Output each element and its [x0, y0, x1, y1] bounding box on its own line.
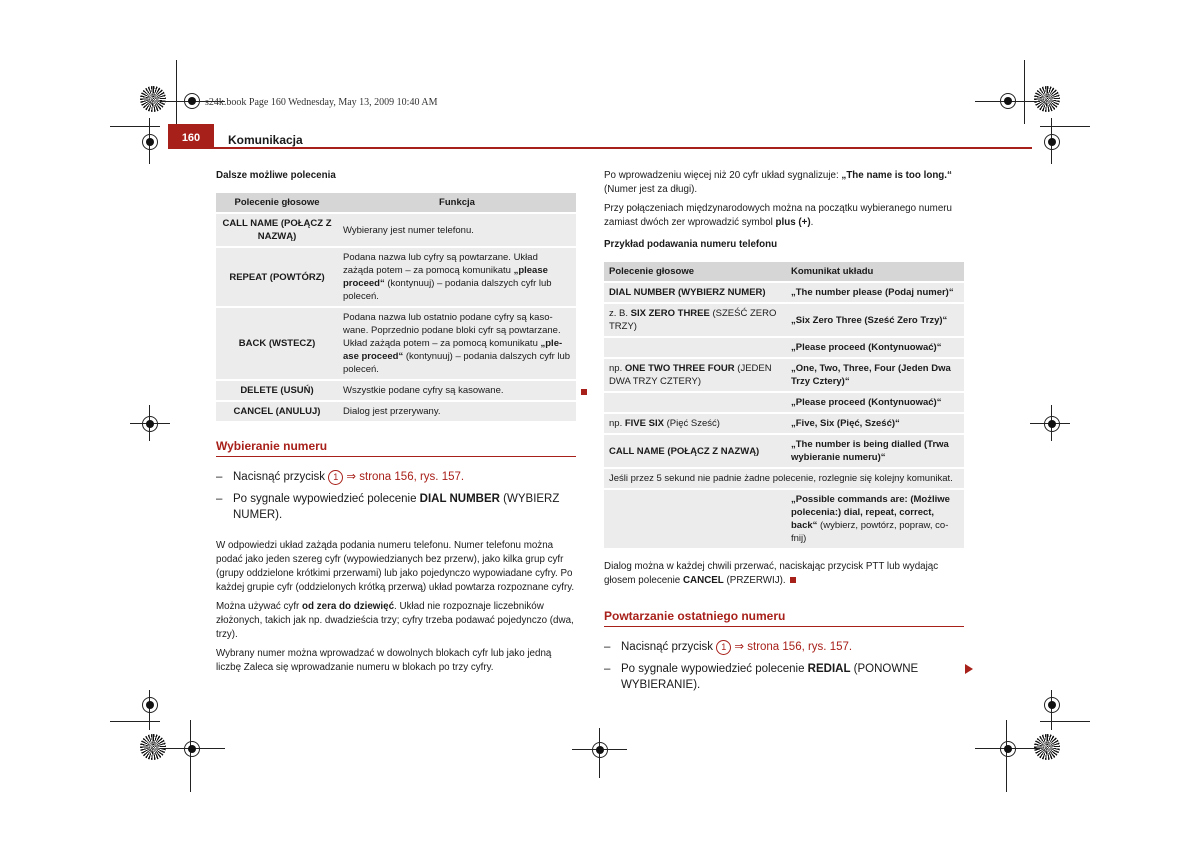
body-paragraph: Można używać cyfr od zera do dziewięć. Układ nie rozpoznaje liczebników złożonych, takich jak np. dwadzieścia trzy; cyfry trzeba podawać pojedynczo (dwa, trzy). [216, 601, 574, 640]
right-column [604, 169, 964, 699]
table-row [216, 308, 576, 379]
command-cell [604, 393, 786, 412]
table-row [216, 214, 576, 246]
table-row [604, 414, 964, 433]
registration-mark-icon [1044, 697, 1060, 713]
section-title-redial: Powtarzanie ostatniego numeru [604, 609, 964, 627]
step-item: – Po sygnale wypowiedzieć polecenie REDIAL (PONOWNE WYBIERANIE). [604, 663, 919, 691]
command-cell [604, 490, 786, 548]
response-cell: „One, Two, Three, Four (Jeden Dwa Trzy Cztery)“ [786, 359, 964, 391]
response-cell: „Possible commands are: (Możliwe polecenia:) dial, repeat, correct, back“ (wybierz, powtórz, popraw, cofnij) [786, 490, 964, 548]
starburst-mark-icon [1034, 734, 1060, 760]
table-row [216, 248, 576, 306]
response-cell: „Six Zero Three (Sześć Zero Trzy)“ [786, 304, 964, 336]
registration-mark-icon [142, 416, 158, 432]
registration-mark-icon [142, 697, 158, 713]
command-cell: CALL NAME (POŁĄCZ Z NAZWĄ) [216, 214, 338, 246]
example-table [604, 260, 964, 550]
commands-table [216, 191, 576, 423]
column-header: Funkcja [338, 193, 576, 212]
command-cell: z. B. SIX ZERO THREE (SZEŚĆ ZERO TRZY) [604, 304, 786, 336]
registration-mark-icon [142, 134, 158, 150]
registration-mark-icon [1044, 416, 1060, 432]
column-header: Komunikat układu [786, 262, 964, 281]
table-header-row [216, 193, 576, 212]
print-slug: s24k.book Page 160 Wednesday, May 13, 2009 10:40 AM [205, 97, 438, 108]
table-row [604, 393, 964, 412]
response-cell: „The number is being dialled (Trwa wybieranie numeru)“ [786, 435, 964, 467]
command-cell: REPEAT (POWTÓRZ) [216, 248, 338, 306]
body-paragraph: Dialog można w każdej chwili przerwać, naciskając przycisk PTT lub wydając głosem polecenie CANCEL (PRZERWIJ). [604, 561, 939, 586]
table-row [604, 338, 964, 357]
function-cell: Wszystkie podane cyfry są kasowane. [338, 381, 576, 400]
column-header: Polecenie głosowe [604, 262, 786, 281]
table-row [604, 435, 964, 467]
starburst-mark-icon [140, 734, 166, 760]
registration-mark-icon [1000, 93, 1016, 109]
page-number: 160 [181, 132, 201, 144]
function-cell: Podana nazwa lub cyfry są powtarzane. Układ zażąda potem – za pomocą komunikatu „please proceed“ (kontynuuj) – podania dalszych cyfr lub poleceń. [338, 248, 576, 306]
starburst-mark-icon [1034, 86, 1060, 112]
command-cell: BACK (WSTECZ) [216, 308, 338, 379]
function-cell: Podana nazwa lub ostatnio podane cyfry są kasowane. Poprzednio podane bloki cyfr są powtarzane. Układ zażąda potem – za pomocą komunikatu „please proceed“ (kontynuuj) – podania dalszych cyfr lub poleceń. [338, 308, 576, 379]
command-cell: np. ONE TWO THREE FOUR (JEDEN DWA TRZY CZTERY) [604, 359, 786, 391]
command-cell [604, 338, 786, 357]
function-cell: Wybierany jest numer telefonu. [338, 214, 576, 246]
command-cell: CALL NAME (POŁĄCZ Z NAZWĄ) [604, 435, 786, 467]
end-of-section-marker [790, 577, 796, 583]
command-cell: DIAL NUMBER (WYBIERZ NUMER) [604, 283, 786, 302]
section-title-dialing: Wybieranie numeru [216, 439, 576, 457]
table-row [604, 359, 964, 391]
table-header-row [604, 262, 964, 281]
table-row [604, 469, 964, 488]
subheading-example: Przykład podawania numeru telefonu [604, 239, 778, 250]
registration-mark-icon [1044, 134, 1060, 150]
step-item: – Nacisnąć przycisk 1 ⇒ strona 156, rys. 157. [216, 471, 465, 483]
response-cell: „Five, Six (Pięć, Sześć)“ [786, 414, 964, 433]
column-header: Polecenie głosowe [216, 193, 338, 212]
table-row [604, 283, 964, 302]
body-paragraph: W odpowiedzi układ zażąda podania numeru telefonu. Numer telefonu można podać jako jeden szereg cyfr (wypowiedzianych bez przerw), jako kilka grup cyfr (grupy oddzielone krótkimi przerwami) lub jako pojedynczo wypowiadane cyfry. Po każdej grupie cyfr (oddzielonych krótką przerwą) układ powtarza rozpoznane cyfry. [216, 540, 575, 593]
chapter-title: Komunikacja [228, 133, 303, 147]
body-paragraph: Wybrany numer można wprowadzać w dowolnych blokach cyfr lub jako jedną liczbę Zaleca się wprowadzanie numeru w blokach po trzy cyfry. [216, 648, 552, 673]
step-item: – Nacisnąć przycisk 1 ⇒ strona 156, rys. 157. [604, 641, 853, 653]
page-reference-link[interactable]: ⇒ strona 156, rys. 157. [731, 641, 853, 653]
registration-mark-icon [1000, 741, 1016, 757]
registration-mark-icon [592, 742, 608, 758]
button-1-icon: 1 [716, 640, 731, 655]
end-of-section-marker [581, 389, 587, 395]
subheading-commands: Dalsze możliwe polecenia [216, 170, 336, 181]
function-cell: Dialog jest przerywany. [338, 402, 576, 421]
continue-arrow-icon [965, 664, 973, 674]
response-cell: „Please proceed (Kontynuować)“ [786, 393, 964, 412]
timeout-note-cell: Jeśli przez 5 sekund nie padnie żadne polecenie, rozlegnie się kolejny komunikat. [604, 469, 964, 488]
response-cell: „Please proceed (Kontynuować)“ [786, 338, 964, 357]
body-paragraph: Po wprowadzeniu więcej niż 20 cyfr układ sygnalizuje: „The name is too long.“ (Numer jest za długi). [604, 170, 952, 195]
table-row [604, 490, 964, 548]
button-1-icon: 1 [328, 470, 343, 485]
command-cell: DELETE (USUŃ) [216, 381, 338, 400]
body-paragraph: Przy połączeniach międzynarodowych można na początku wybieranego numeru zamiast dwóch zer wprowadzić symbol plus (+). [604, 203, 952, 228]
command-cell: CANCEL (ANULUJ) [216, 402, 338, 421]
left-column [216, 169, 576, 680]
table-row [604, 304, 964, 336]
table-row [216, 402, 576, 421]
starburst-mark-icon [140, 86, 166, 112]
header-rule [168, 147, 1032, 149]
step-item: – Po sygnale wypowiedzieć polecenie DIAL NUMBER (WYBIERZ NUMER). [216, 493, 560, 521]
registration-mark-icon [184, 93, 200, 109]
registration-mark-icon [184, 741, 200, 757]
page-reference-link[interactable]: ⇒ strona 156, rys. 157. [343, 471, 465, 483]
table-row [216, 381, 576, 400]
command-cell: np. FIVE SIX (Pięć Sześć) [604, 414, 786, 433]
response-cell: „The number please (Podaj numer)“ [786, 283, 964, 302]
